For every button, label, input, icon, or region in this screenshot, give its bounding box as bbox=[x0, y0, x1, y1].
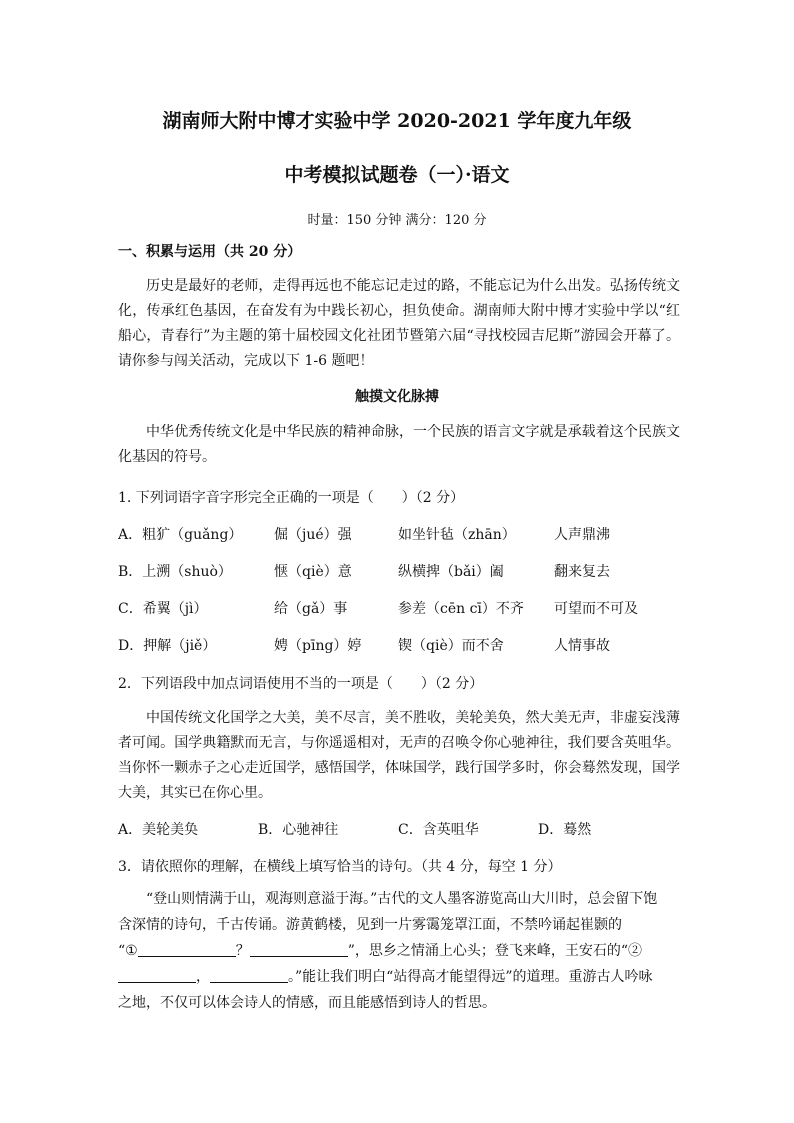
q1-option-c-2: 给（gǎ）事 bbox=[274, 601, 348, 617]
q3-line-5: 之地，不仅可以体会诗人的情感，而且能感悟到诗人的哲思。 bbox=[118, 995, 496, 1011]
q1-option-a-4: 人声鼎沸 bbox=[554, 527, 610, 543]
question-2-passage: 中国传统文化国学之大美，美不尽言，美不胜收，美轮美奂，然大美无声，非虚妄浅薄者可闻。国学典籍默而无言，与你遥遥相对，无声的召唤令你心驰神往，我们要含英咀华。当你怀一颗赤子之心走近国学，感悟国学，体味国学，践行国学多时，你会蓦然发现，国学大美，其实已在你心里。 bbox=[118, 710, 680, 801]
q3-line-1: “登山则情满于山，观海则意溢于海。”古代的文人墨客游览高山大川时，总会留下饱 bbox=[146, 891, 658, 907]
q1-option-b-1: B．上溯（shuò） bbox=[118, 564, 232, 580]
section-heading: 一、积累与运用（共 20 分） bbox=[118, 244, 302, 260]
exam-subtitle: 中考模拟试题卷（一）·语文 bbox=[284, 164, 510, 186]
q1-option-c-4: 可望而不可及 bbox=[554, 601, 638, 617]
q3-line-4-rest: 。”能让我们明白“站得高才能望得远”的道理。重游古人吟咏 bbox=[288, 969, 653, 985]
q1-option-d-2: 娉（pīng）婷 bbox=[274, 638, 362, 654]
exam-title: 湖南师大附中博才实验中学 2020-2021 学年度九年级 bbox=[162, 110, 632, 132]
q3-line-2: 含深情的诗句，千古传诵。游黄鹤楼，见到一片雾霭笼罩江面，不禁吟诵起崔颢的 bbox=[118, 917, 622, 933]
q2-option-b: B．心驰神往 bbox=[258, 822, 339, 838]
q1-option-d-4: 人情事故 bbox=[554, 638, 610, 654]
q3-line-3-rest: ”，思乡之情涌上心头；登飞来峰，王安石的“② bbox=[347, 943, 643, 959]
q1-option-b-4: 翻来复去 bbox=[554, 564, 610, 580]
exam-meta: 时量：150 分钟 满分：120 分 bbox=[307, 213, 487, 228]
q1-option-b-2: 惬（qiè）意 bbox=[274, 564, 352, 580]
q3-line-4 bbox=[118, 966, 680, 986]
q1-option-a-2: 倔（jué）强 bbox=[274, 527, 352, 543]
answer-blank-2b[interactable] bbox=[210, 967, 288, 983]
q1-option-d-1: D．押解（jiě） bbox=[118, 638, 217, 654]
sub-heading: 触摸文化脉搏 bbox=[355, 389, 439, 405]
section-intro: 历史是最好的老师，走得再远也不能忘记走过的路，不能忘记为什么出发。弘扬传统文化，传承红色基因，在奋发有为中践长初心，担负使命。湖南师大附中博才实验中学以“红船心，青春行”为主题的第十届校园文化社团节暨第六届“寻找校园吉尼斯”游园会开幕了。请你参与闯关活动，完成以下 1-6 题吧！ bbox=[118, 278, 680, 369]
q2-option-d: D．蓦然 bbox=[538, 822, 592, 838]
q3-line-4-comma: ， bbox=[196, 969, 210, 985]
answer-blank-1a[interactable] bbox=[138, 941, 236, 957]
question-1-stem: 1. 下列词语字音字形完全正确的一项是（ ）（2 分） bbox=[118, 490, 465, 506]
q3-line-3 bbox=[118, 940, 680, 960]
q2-option-a: A．美轮美奂 bbox=[118, 822, 199, 838]
answer-blank-2a[interactable] bbox=[118, 967, 196, 983]
q1-option-c-3: 参差（cēn cī）不齐 bbox=[398, 601, 524, 617]
sub-intro: 中华优秀传统文化是中华民族的精神命脉，一个民族的语言文字就是承载着这个民族文化基因的符号。 bbox=[118, 424, 680, 465]
q1-option-a-1: A．粗犷（guǎng） bbox=[118, 527, 243, 543]
q3-line-3-qmark: ？ bbox=[235, 943, 250, 959]
question-2-stem: 2．下列语段中加点词语使用不当的一项是（ ）（2 分） bbox=[118, 676, 484, 692]
q2-option-c: C．含英咀华 bbox=[398, 822, 479, 838]
q1-option-a-3: 如坐针毡（zhān） bbox=[398, 527, 516, 543]
q1-option-d-3: 锲（qiè）而不舍 bbox=[398, 638, 504, 654]
q1-option-b-3: 纵横捭（bǎi）阖 bbox=[398, 564, 504, 580]
q3-line-3-open: “① bbox=[118, 943, 138, 959]
q1-option-c-1: C．希翼（jì） bbox=[118, 601, 208, 617]
answer-blank-1b[interactable] bbox=[250, 941, 348, 957]
question-3-stem: 3．请依照你的理解，在横线上填写恰当的诗句。（共 4 分，每空 1 分） bbox=[118, 859, 562, 875]
